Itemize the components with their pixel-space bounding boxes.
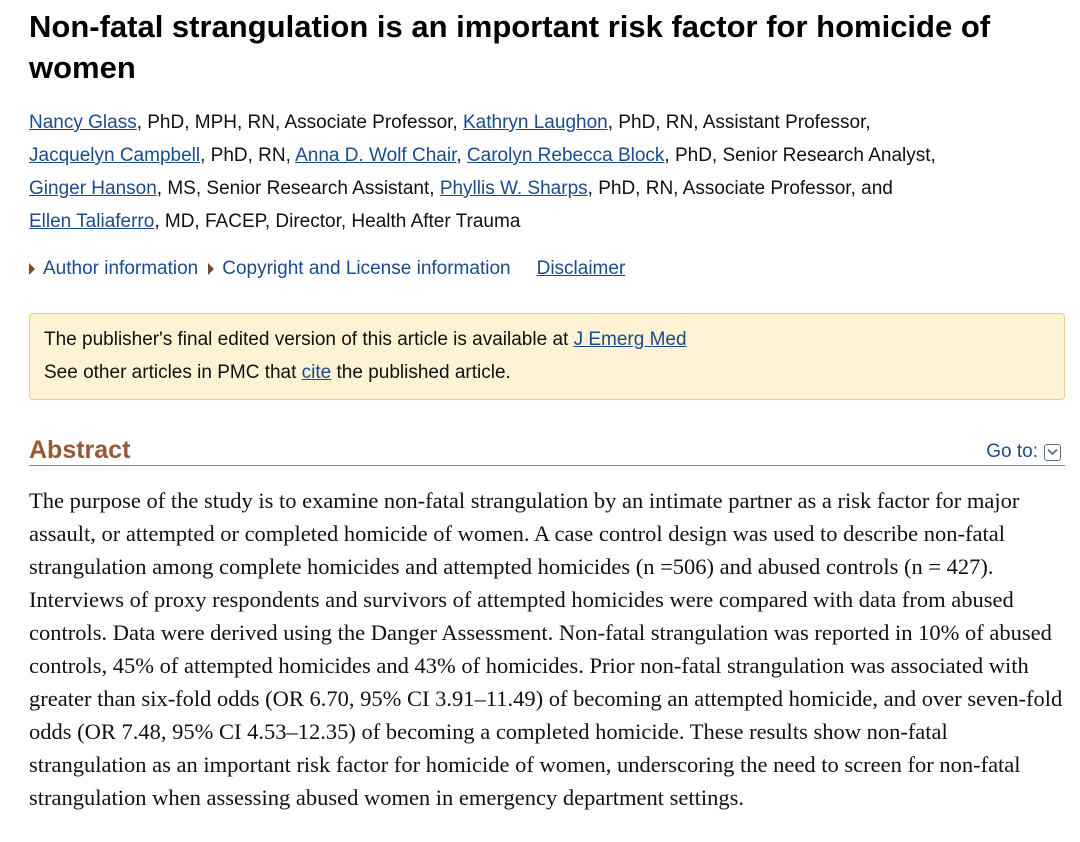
author-link-phyllis-sharps[interactable]: Phyllis W. Sharps: [439, 178, 588, 199]
cite-link[interactable]: cite: [301, 362, 332, 383]
author-affiliation: , PhD, MPH, RN, Associate Professor,: [136, 112, 463, 133]
journal-link[interactable]: J Emerg Med: [573, 329, 687, 350]
author-affiliation: , PhD, Senior Research Analyst,: [664, 145, 936, 166]
author-affiliation: ,: [456, 145, 467, 166]
copyright-license-toggle[interactable]: [208, 253, 510, 285]
author-information-toggle[interactable]: [29, 253, 198, 285]
abstract-body: The purpose of the study is to examine non-fatal strangulation by an intimate partner as a risk factor for major assault, or attempted or completed homicide of women. A case control design was used to describe non-fatal strangulation among complete homicides and attempted homicides (n =506) and abused controls (n = 427). Interviews of proxy respondents and survivors of attempted homicides were compared with data from abused controls. Data were derived using the Danger Assessment. Non-fatal strangulation was reported in 10% of abused controls, 45% of attempted homicides and 43% of homicides. Prior non-fatal strangulation was associated with greater than six-fold odds (OR 6.70, 95% CI 3.91–11.49) of becoming an attempted homicide, and over seven-fold odds (OR 7.48, 95% CI 4.53–12.35) of becoming a completed homicide. These results show non-fatal strangulation as an important risk factor for homicide of women, underscoring the need to screen for non-fatal strangulation when assessing abused women in emergency department settings.: [29, 488, 1063, 810]
author-link-nancy-glass[interactable]: Nancy Glass: [29, 112, 137, 133]
author-affiliation: , PhD, RN, Associate Professor, and: [587, 178, 893, 199]
author-information-label: Author information: [43, 258, 199, 279]
author-link-ginger-hanson[interactable]: Ginger Hanson: [29, 178, 157, 199]
notice-text: the published article.: [331, 362, 511, 383]
publisher-notice: [29, 313, 1065, 400]
notice-text: See other articles in PMC that: [44, 362, 302, 383]
author-affiliation: , PhD, RN,: [200, 145, 296, 166]
article-meta-links: [29, 253, 1066, 285]
notice-text: The publisher's final edited version of this article is available at: [44, 329, 574, 350]
goto-menu[interactable]: [986, 439, 1061, 465]
copyright-license-label: Copyright and License information: [222, 258, 511, 279]
abstract-header: [29, 432, 1065, 466]
author-link-kathryn-laughon[interactable]: Kathryn Laughon: [462, 112, 608, 133]
author-affiliation: , MS, Senior Research Assistant,: [156, 178, 440, 199]
triangle-right-icon: [208, 263, 214, 275]
goto-label: Go to:: [986, 441, 1038, 462]
abstract-heading: Abstract: [29, 436, 131, 464]
disclaimer-link[interactable]: Disclaimer: [536, 258, 626, 279]
triangle-right-icon: [29, 263, 35, 275]
article-title: Non-fatal strangulation is an important risk factor for homicide of women: [29, 9, 991, 85]
author-affiliation: , PhD, RN, Assistant Professor,: [607, 112, 871, 133]
author-link-ellen-taliaferro[interactable]: Ellen Taliaferro: [29, 211, 155, 232]
chevron-down-icon: [1044, 444, 1061, 461]
author-link-jacquelyn-campbell[interactable]: Jacquelyn Campbell: [29, 145, 201, 166]
author-affiliation: , MD, FACEP, Director, Health After Trauma: [154, 211, 521, 232]
author-link-anna-wolf-chair[interactable]: Anna D. Wolf Chair: [295, 145, 457, 166]
author-link-carolyn-block[interactable]: Carolyn Rebecca Block: [466, 145, 665, 166]
author-list: [29, 106, 1066, 238]
